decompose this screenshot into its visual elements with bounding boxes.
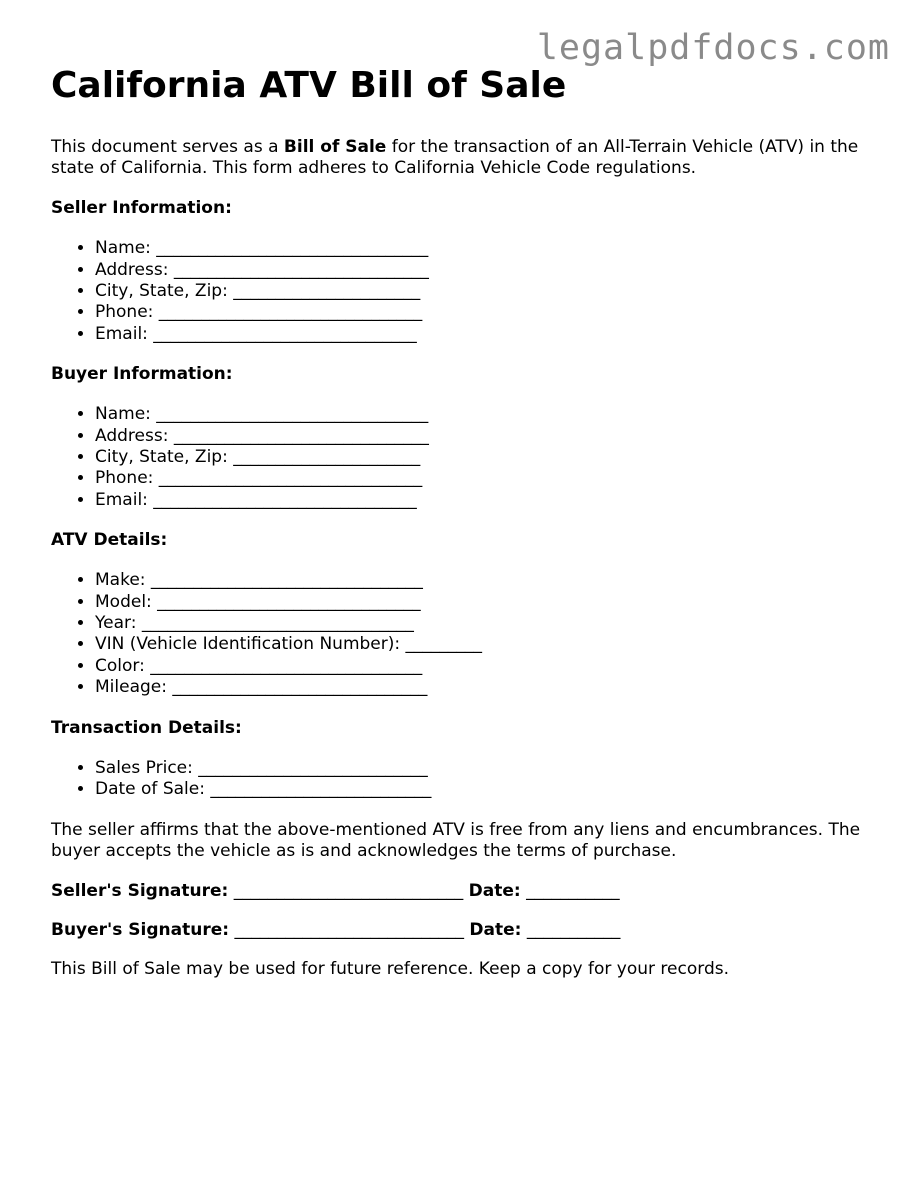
seller-heading: Seller Information: xyxy=(51,198,232,219)
footer-note: This Bill of Sale may be used for future reference. Keep a copy for your records. xyxy=(51,958,729,979)
seller-name-field: • Name: ________________________________ xyxy=(95,238,871,259)
intro-text-start: This document serves as a xyxy=(51,137,284,158)
seller-list xyxy=(51,238,871,345)
atv-vin-field: • VIN (Vehicle Identification Number): _________ xyxy=(95,634,871,655)
atv-model-field: • Model: _______________________________ xyxy=(95,592,871,613)
document-body xyxy=(51,64,871,999)
date-of-sale-field: • Date of Sale: __________________________ xyxy=(95,779,871,800)
buyer-date-label: Date: xyxy=(469,919,522,940)
seller-city-state-zip-field: • City, State, Zip: ______________________ xyxy=(95,281,871,302)
atv-list xyxy=(51,570,871,698)
seller-phone-field: • Phone: _______________________________ xyxy=(95,302,871,323)
transaction-heading: Transaction Details: xyxy=(51,717,242,738)
seller-address-field: • Address: ______________________________ xyxy=(95,260,871,281)
seller-signature-label: Seller's Signature: xyxy=(51,880,229,901)
buyer-phone-field: • Phone: _______________________________ xyxy=(95,468,871,489)
buyer-city-state-zip-field: • City, State, Zip: ______________________ xyxy=(95,447,871,468)
buyer-name-field: • Name: ________________________________ xyxy=(95,404,871,425)
intro-text-end: for the transaction of an All-Terrain Vehicle (ATV) in the state of California. This form adheres to California Vehicle Code regulations. xyxy=(51,137,859,179)
atv-mileage-field: • Mileage: ______________________________ xyxy=(95,677,871,698)
seller-date-blank: ___________ xyxy=(520,880,620,901)
atv-year-field: • Year: ________________________________ xyxy=(95,613,871,634)
seller-email-field: • Email: _______________________________ xyxy=(95,324,871,345)
affirmation-paragraph: The seller affirms that the above-mentioned ATV is free from any liens and encumbrances. The buyer accepts the vehicle as is and acknowledges the terms of purchase. xyxy=(51,819,861,861)
buyer-heading: Buyer Information: xyxy=(51,364,233,385)
seller-signature-line xyxy=(51,881,871,902)
atv-make-field: • Make: ________________________________ xyxy=(95,570,871,591)
atv-color-field: • Color: ________________________________ xyxy=(95,656,871,677)
seller-date-label: Date: xyxy=(468,880,521,901)
transaction-list xyxy=(51,758,871,801)
watermark: legalpdfdocs.com xyxy=(536,28,890,68)
buyer-date-blank: ___________ xyxy=(521,919,621,940)
buyer-address-field: • Address: ______________________________ xyxy=(95,426,871,447)
buyer-signature-blank: ___________________________ xyxy=(229,919,470,940)
intro-bold-term: Bill of Sale xyxy=(283,137,387,158)
intro-paragraph xyxy=(51,137,871,179)
buyer-list xyxy=(51,404,871,511)
seller-signature-blank: ___________________________ xyxy=(228,880,469,901)
buyer-signature-line xyxy=(51,920,871,941)
buyer-signature-label: Buyer's Signature: xyxy=(51,919,230,940)
buyer-email-field: • Email: _______________________________ xyxy=(95,490,871,511)
sales-price-field: • Sales Price: ___________________________ xyxy=(95,758,871,779)
document-title: California ATV Bill of Sale xyxy=(51,65,567,106)
atv-heading: ATV Details: xyxy=(51,530,168,551)
